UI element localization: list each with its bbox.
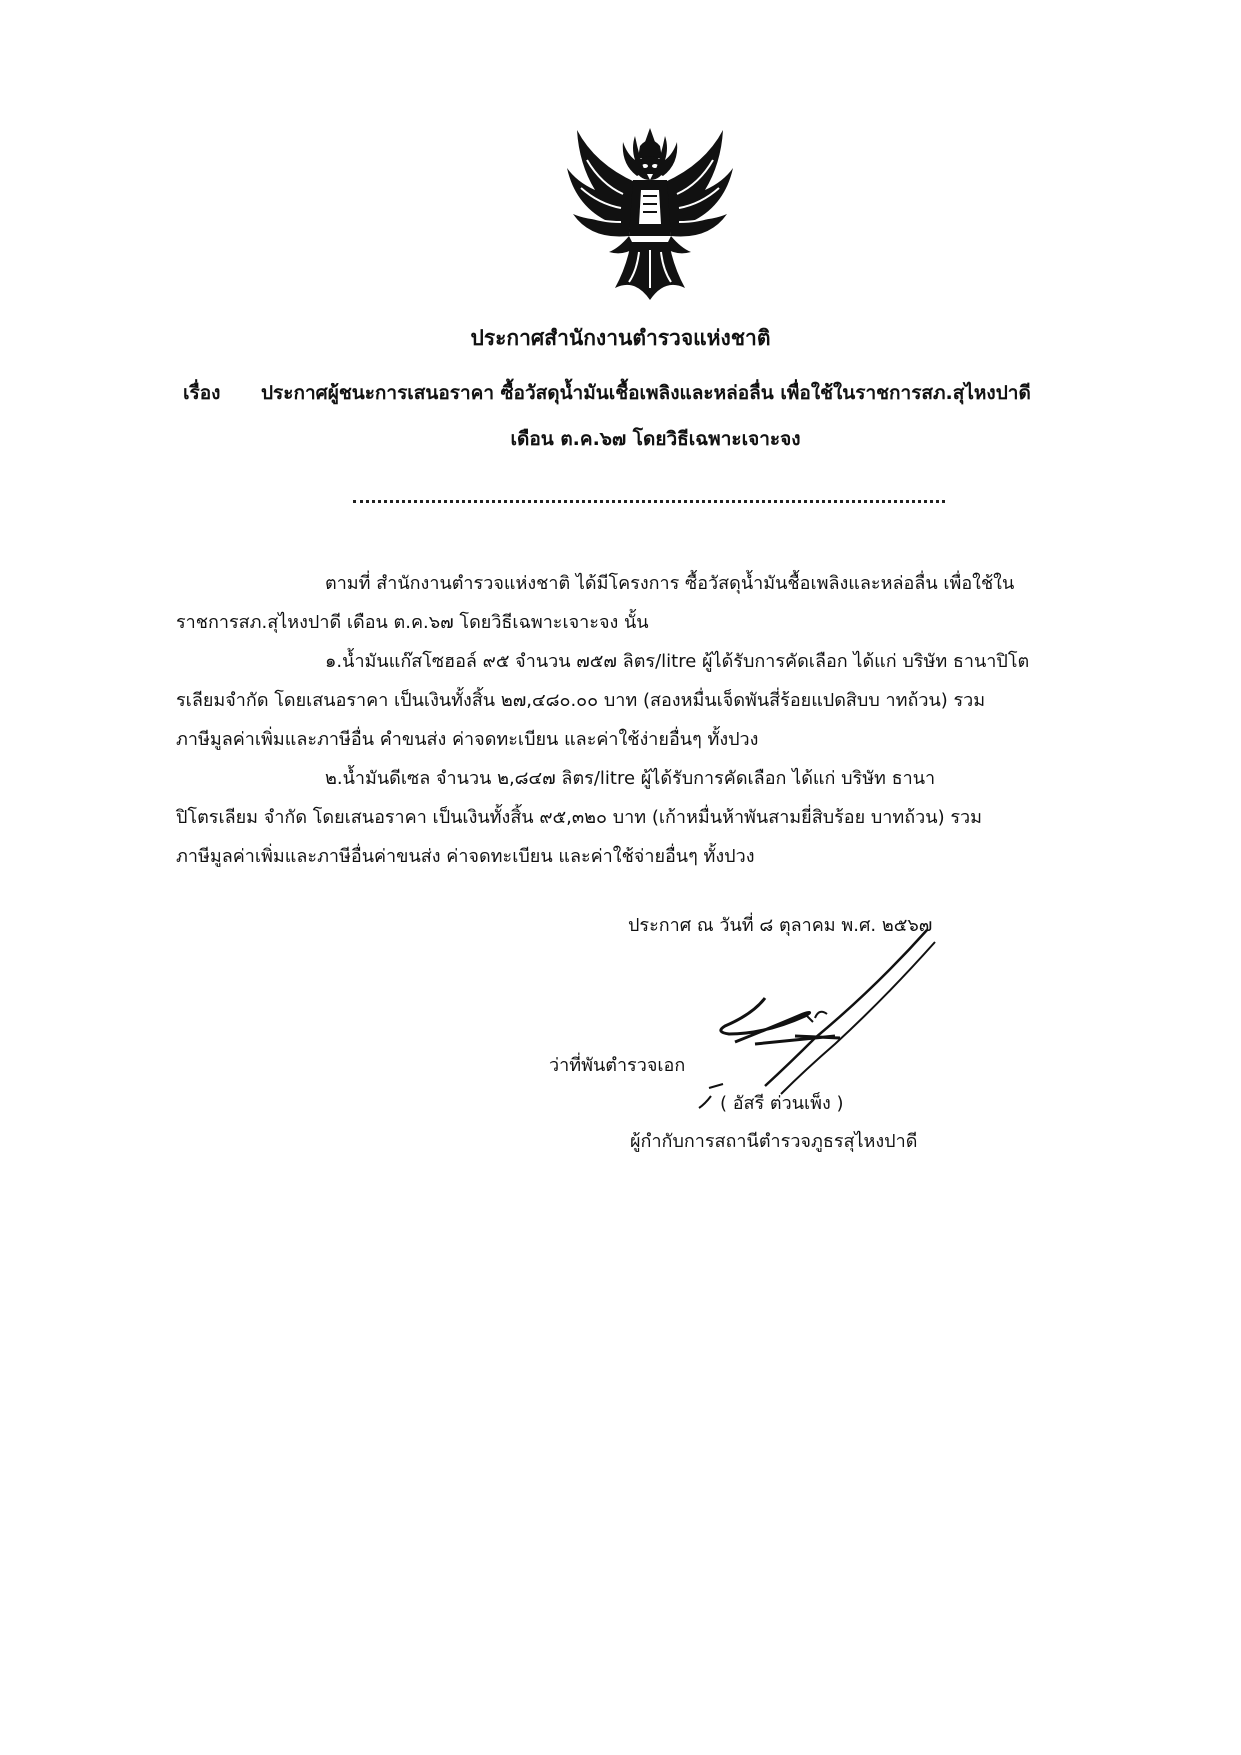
body-line: ราชการสภ.สุไหงปาดี เดือน ต.ค.๖๗ โดยวิธีเฉพาะเจาะจง นั้น [176, 612, 649, 633]
body-line: ๒.น้ำมันดีเซล จำนวน ๒,๘๔๗ ลิตร/litre ผู้ได้รับการคัดเลือก ได้แก่ บริษัท ธานา [325, 768, 936, 789]
signer-name: ( อัสรี ต่วนเพ็ง ) [720, 1093, 844, 1114]
body-line: ๑.น้ำมันแก๊สโซฮอล์ ๙๕ จำนวน ๗๕๗ ลิตร/litre ผู้ได้รับการคัดเลือก ได้แก่ บริษัท ธานาปิโต [325, 651, 1030, 672]
subject-label: เรื่อง [183, 382, 221, 404]
signer-position: ผู้กำกับการสถานีตำรวจภูธรสุไหงปาดี [630, 1131, 918, 1152]
subject-text-line-2: เดือน ต.ค.๖๗ โดยวิธีเฉพาะเจาะจง [510, 428, 801, 450]
body-line: ปิโตรเลียม จำกัด โดยเสนอราคา เป็นเงินทั้งสิ้น ๙๕,๓๒๐ บาท (เก้าหมื่นห้าพันสามยี่สิบร้อย บาทถ้วน) รวม [176, 807, 982, 828]
announcement-date: ประกาศ ณ วันที่ ๘ ตุลาคม พ.ศ. ๒๕๖๗ [628, 915, 933, 936]
subject-text-line-1: ประกาศผู้ชนะการเสนอราคา ซื้อวัสดุน้ำมันเชื้อเพลิงและหล่อลื่น เพื่อใช้ในราชการสภ.สุไหงปาดี [261, 382, 1031, 404]
signer-rank: ว่าที่พันตำรวจเอก [549, 1055, 686, 1076]
garuda-emblem-icon [565, 124, 735, 300]
body-line: รเลียมจำกัด โดยเสนอราคา เป็นเงินทั้งสิ้น ๒๗,๔๘๐.๐๐ บาท (สองหมื่นเจ็ดพันสี่ร้อยแปดสิบบ าทถ้วน) รวม [176, 690, 986, 711]
body-line: ภาษีมูลค่าเพิ่มและภาษีอื่นค่าขนส่ง ค่าจดทะเบียน และค่าใช้จ่ายอื่นๆ ทั้งปวง [176, 846, 755, 867]
body-line: ตามที่ สำนักงานตำรวจแห่งชาติ ได้มีโครงการ ซื้อวัสดุน้ำมันชื้อเพลิงและหล่อลื่น เพื่อใช้ใน [325, 573, 1015, 594]
page-title: ประกาศสำนักงานตำรวจแห่งชาติ [470, 326, 771, 350]
dotted-divider [353, 500, 945, 503]
body-line: ภาษีมูลค่าเพิ่มและภาษีอื่น คำขนส่ง ค่าจดทะเบียน และค่าใช้ง่ายอื่นๆ ทั้งปวง [176, 729, 759, 750]
